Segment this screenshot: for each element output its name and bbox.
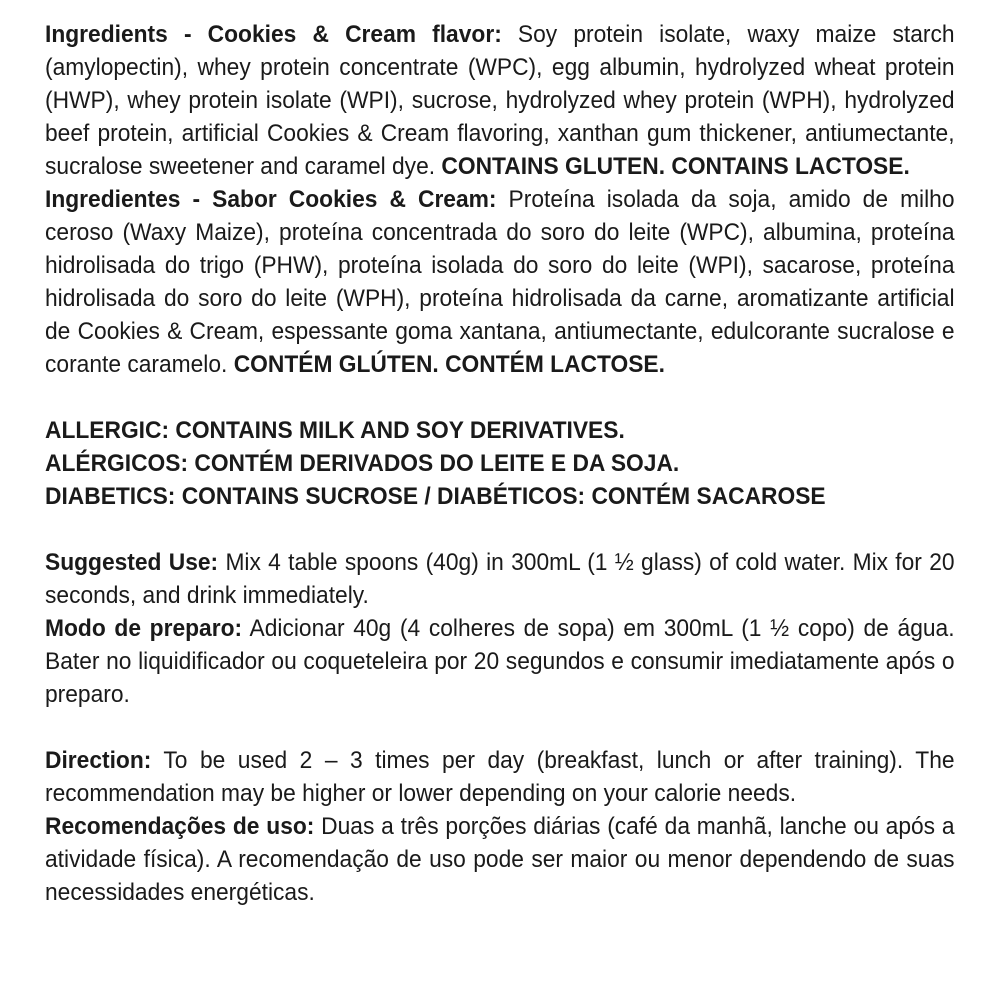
modo-de-preparo-label: Modo de preparo: [45, 615, 243, 642]
modo-de-preparo-text: Adicionar 40g (4 colheres de sopa) em 300mL (1 ½ copo) de água. Bater no liquidificador ou coqueteleira por 20 segundos e consumir imediatamente após o preparo. [45, 615, 955, 708]
direction-text: To be used 2 – 3 times per day (breakfast, lunch or after training). The recommendation may be higher or lower depending on your calorie needs. [45, 747, 955, 807]
suggested-use-text: Mix 4 table spoons (40g) in 300mL (1 ½ glass) of cold water. Mix for 20 seconds, and drink immediately. [45, 549, 955, 609]
allergy-warnings [45, 414, 955, 513]
ingredients-english-label: Ingredients - Cookies & Cream flavor: [45, 21, 502, 48]
suggested-use-label: Suggested Use: [45, 549, 219, 576]
recomendacoes-text: Duas a três porções diárias (café da manhã, lanche ou após a atividade física). A recomendação de uso pode ser maior ou menor dependendo de suas necessidades energéticas. [45, 813, 955, 906]
ingredients-portuguese-text: Proteína isolada da soja, amido de milho ceroso (Waxy Maize), proteína concentrada do soro do leite (WPC), albumina, proteína hidrolisada do trigo (PHW), proteína isolada do soro do leite (WPI), sacarose, proteína hidrolisada do soro do leite (WPH), proteína hidrolisada da carne, aromatizante artificial de Cookies & Cream, espessante goma xantana, antiumectante, edulcorante sucralose e corante caramelo. [45, 186, 955, 378]
diabetics-line: DIABETICS: CONTAINS SUCROSE / DIABÉTICOS: CONTÉM SACAROSE [45, 483, 826, 510]
allergy-line-english: ALLERGIC: CONTAINS MILK AND SOY DERIVATIVES. [45, 417, 625, 444]
ingredients-english [45, 18, 955, 183]
label-document [45, 18, 955, 909]
suggested-use [45, 546, 955, 612]
spacer [45, 513, 955, 546]
ingredients-english-warning: CONTAINS GLUTEN. CONTAINS LACTOSE. [441, 153, 910, 180]
ingredients-portuguese-label: Ingredientes - Sabor Cookies & Cream: [45, 186, 497, 213]
direction-label: Direction: [45, 747, 152, 774]
allergy-line-portuguese: ALÉRGICOS: CONTÉM DERIVADOS DO LEITE E DA SOJA. [45, 450, 680, 477]
ingredients-portuguese-warning: CONTÉM GLÚTEN. CONTÉM LACTOSE. [233, 351, 665, 378]
modo-de-preparo [45, 612, 955, 711]
ingredients-english-text: Soy protein isolate, waxy maize starch (amylopectin), whey protein concentrate (WPC), egg albumin, hydrolyzed wheat protein (HWP), whey protein isolate (WPI), sucrose, hydrolyzed whey protein (WPH), hydrolyzed beef protein, artificial Cookies & Cream flavoring, xanthan gum thickener, antiumectante, sucralose sweetener and caramel dye. [45, 21, 955, 180]
direction [45, 744, 955, 810]
spacer [45, 381, 955, 414]
spacer [45, 711, 955, 744]
recomendacoes-de-uso [45, 810, 955, 909]
ingredients-portuguese [45, 183, 955, 381]
recomendacoes-label: Recomendações de uso: [45, 813, 315, 840]
